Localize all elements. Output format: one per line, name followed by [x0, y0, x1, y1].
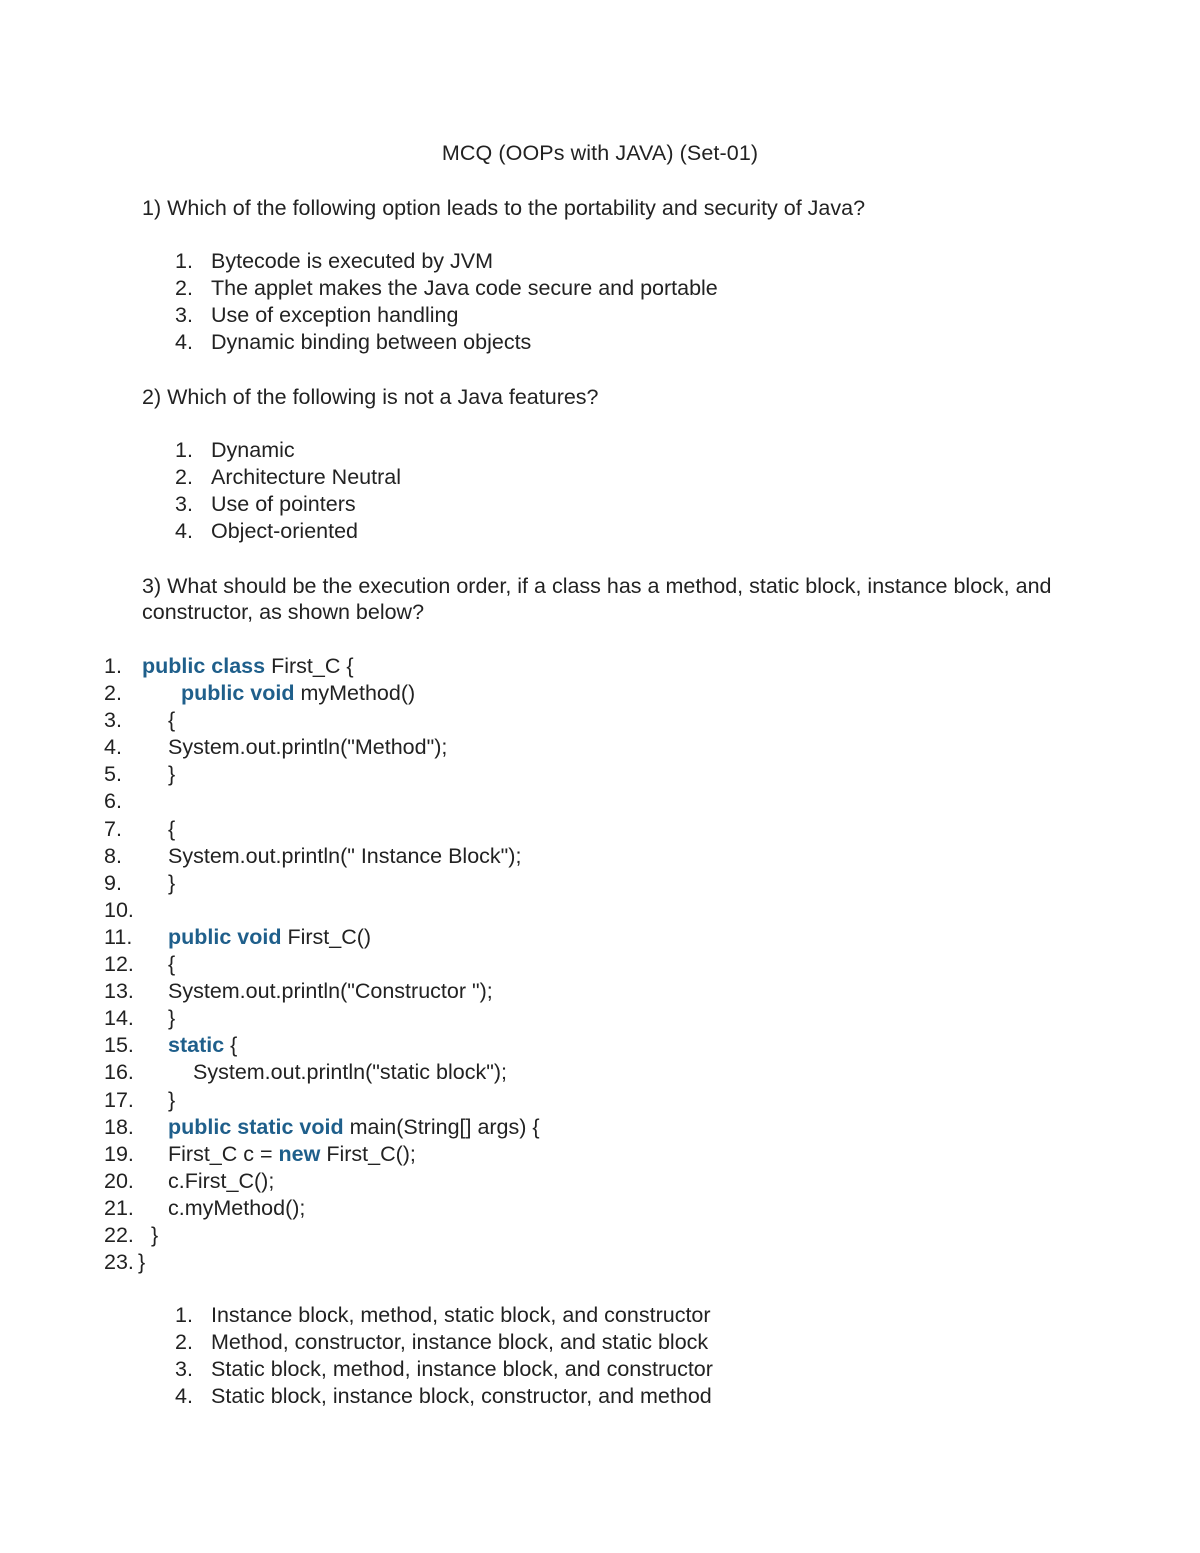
code-text: { [224, 1033, 238, 1058]
code-text: myMethod() [294, 681, 416, 706]
option [170, 1383, 713, 1410]
question-2: 2) Which of the following is not a Java features? [142, 385, 599, 409]
option-text: The applet makes the Java code secure and portable [211, 276, 718, 300]
keyword: public static void [168, 1114, 344, 1139]
code-text: System.out.println("static block"); [193, 1060, 507, 1085]
question-3: 3) What should be the execution order, if a class has a method, static block, instance block, and constructor, as shown below? [142, 574, 1052, 624]
question-1: 1) Which of the following option leads to the portability and security of Java? [142, 196, 866, 220]
code-line [104, 843, 522, 870]
option [170, 1329, 713, 1356]
option-number: 4. [175, 1384, 193, 1408]
code-text: c.First_C(); [168, 1168, 275, 1193]
code-text: System.out.println(" Instance Block"); [168, 843, 522, 868]
line-number: 14. [104, 1006, 134, 1031]
line-number: 1. [104, 654, 122, 678]
option [170, 437, 401, 464]
line-number: 15. [104, 1033, 134, 1058]
option [170, 302, 718, 329]
line-number: 19. [104, 1141, 134, 1166]
code-text: First_C() [281, 924, 372, 949]
line-number: 9. [104, 870, 122, 895]
keyword: static [168, 1033, 225, 1058]
option-text: Static block, method, instance block, and constructor [211, 1357, 713, 1381]
code-line [104, 1168, 275, 1195]
line-number: 6. [104, 789, 122, 814]
page-title: MCQ (OOPs with JAVA) (Set-01) [441, 141, 759, 165]
code-line [104, 653, 354, 680]
option [170, 275, 718, 302]
code-text: c.myMethod(); [168, 1195, 306, 1220]
line-number: 18. [104, 1114, 134, 1139]
code-line [104, 1249, 146, 1276]
line-number: 13. [104, 979, 134, 1004]
code-line [104, 788, 142, 815]
option-number: 2. [175, 276, 193, 300]
code-text: } [168, 762, 176, 787]
question-2-options [170, 437, 401, 545]
option-number: 4. [175, 519, 193, 543]
keyword: public void [181, 681, 295, 706]
question-3-options [170, 1302, 713, 1410]
option-number: 1. [175, 1303, 193, 1327]
option-number: 1. [175, 438, 193, 462]
option-text: Architecture Neutral [211, 465, 401, 489]
keyword: new [278, 1141, 321, 1166]
option [170, 518, 401, 545]
code-text: } [138, 1250, 146, 1275]
line-number: 17. [104, 1087, 134, 1112]
line-number: 23. [104, 1250, 134, 1275]
code-line [104, 761, 176, 788]
line-number: 12. [104, 952, 134, 977]
option-text: Bytecode is executed by JVM [211, 249, 494, 273]
line-number: 22. [104, 1222, 134, 1247]
code-text: } [151, 1222, 159, 1247]
line-number: 5. [104, 762, 122, 787]
code-text: } [168, 1087, 176, 1112]
option-text: Use of pointers [211, 492, 356, 516]
option-text: Instance block, method, static block, and constructor [211, 1303, 711, 1327]
line-number: 11. [104, 924, 133, 949]
code-text: First_C { [265, 654, 354, 678]
code-line [104, 951, 176, 978]
code-text: } [168, 870, 176, 895]
option [170, 1356, 713, 1383]
option-number: 2. [175, 465, 193, 489]
code-line [104, 978, 493, 1005]
option-number: 2. [175, 1330, 193, 1354]
keyword: public void [168, 924, 282, 949]
code-text: { [168, 708, 176, 733]
option [170, 248, 718, 275]
code-line [104, 1032, 238, 1059]
option-number: 3. [175, 1357, 193, 1381]
option-number: 3. [175, 303, 193, 327]
option [170, 464, 401, 491]
option [170, 1302, 713, 1329]
code-line [104, 1141, 416, 1168]
code-line [104, 924, 372, 951]
code-text: main(String[] args) { [343, 1114, 540, 1139]
code-line [104, 1114, 540, 1141]
code-text: { [168, 816, 176, 841]
code-listing [104, 653, 540, 1276]
question-1-options [170, 248, 718, 356]
code-text: } [168, 1006, 176, 1031]
code-line [104, 1059, 507, 1086]
line-number: 20. [104, 1168, 134, 1193]
code-line [104, 707, 176, 734]
option-text: Static block, instance block, constructor, and method [211, 1384, 712, 1408]
line-number: 21. [104, 1195, 134, 1220]
code-line [104, 897, 142, 924]
code-line [104, 734, 448, 761]
option-text: Use of exception handling [211, 303, 459, 327]
keyword: public class [142, 654, 266, 678]
line-number: 4. [104, 735, 122, 760]
code-line [104, 1005, 176, 1032]
code-line [104, 870, 176, 897]
line-number: 8. [104, 843, 122, 868]
option-number: 4. [175, 330, 193, 354]
code-line [104, 1195, 306, 1222]
code-line [104, 680, 416, 707]
code-line [104, 816, 176, 843]
line-number: 3. [104, 708, 122, 733]
code-text: System.out.println("Method"); [168, 735, 448, 760]
code-text: System.out.println("Constructor "); [168, 979, 493, 1004]
code-line [104, 1087, 176, 1114]
code-text: First_C c = [168, 1141, 279, 1166]
option-text: Dynamic binding between objects [211, 330, 532, 354]
line-number: 7. [104, 816, 122, 841]
line-number: 2. [104, 681, 122, 706]
option-number: 3. [175, 492, 193, 516]
option-text: Method, constructor, instance block, and static block [211, 1330, 709, 1354]
code-line [104, 1222, 159, 1249]
option-number: 1. [175, 249, 193, 273]
code-text: { [168, 952, 176, 977]
option [170, 329, 718, 356]
line-number: 16. [104, 1060, 134, 1085]
code-text: First_C(); [320, 1141, 416, 1166]
option-text: Object-oriented [211, 519, 358, 543]
option-text: Dynamic [211, 438, 295, 462]
line-number: 10. [104, 897, 134, 922]
option [170, 491, 401, 518]
